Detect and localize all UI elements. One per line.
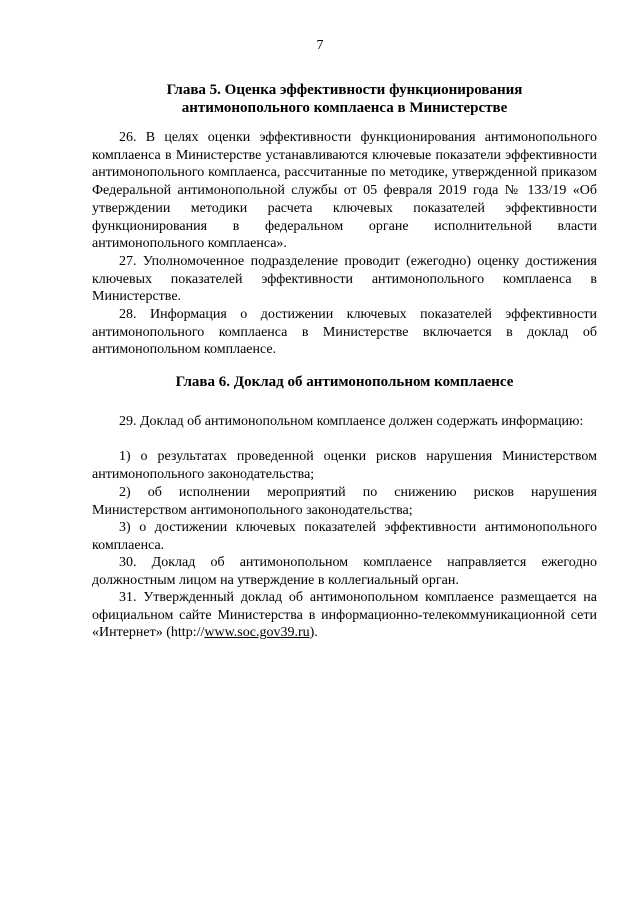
chapter-5-title-line-1: Глава 5. Оценка эффективности функционирования [166, 82, 523, 98]
page-number: 7 [316, 38, 324, 53]
paragraph-26: 26. В целях оценки эффективности функционирования антимонопольного комплаенса в Министерстве устанавливаются ключевые показатели эффективности антимонопольного комплаенса, рассчитанные по методике, утвержденной приказом Федеральной антимонопольной службы от 05 февраля 2019 года № 133/19 «Об утверждении методики расчета ключевых показателей эффективности функционирования в федеральном органе исполнительной власти антимонопольного комплаенса». [92, 130, 597, 252]
paragraph-31-text: 31. Утвержденный доклад об антимонопольном комплаенсе размещается на официальном сайте Министерства в информационно-телекоммуникационной сети «Интернет» (http:// [92, 590, 597, 641]
paragraph-30: 30. Доклад об антимонопольном комплаенсе направляется ежегодно должностным лицом на утверждение в коллегиальный орган. [92, 555, 597, 588]
chapter-5-title [92, 81, 597, 117]
chapter-6-title: Глава 6. Доклад об антимонопольном комплаенсе [175, 374, 514, 390]
paragraph-29-item-3: 3) о достижении ключевых показателей эффективности антимонопольного комплаенса. [92, 520, 597, 553]
paragraph-31-end: ). [309, 625, 318, 641]
paragraph-29-item-1: 1) о результатах проведенной оценки рисков нарушения Министерством антимонопольного законодательства; [92, 449, 597, 482]
paragraph-31 [92, 589, 597, 642]
ministry-website-link[interactable]: www.soc.gov39.ru [204, 625, 310, 641]
paragraph-29: 29. Доклад об антимонопольном комплаенсе должен содержать информацию: [119, 414, 584, 429]
paragraph-27: 27. Уполномоченное подразделение проводит (ежегодно) оценку достижения ключевых показателей эффективности антимонопольного комплаенса в Министерстве. [92, 254, 597, 305]
paragraph-29-item-2: 2) об исполнении мероприятий по снижению рисков нарушения Министерством антимонопольного законодательства; [92, 485, 597, 518]
chapter-5-title-line-2: антимонопольного комплаенса в Министерстве [181, 100, 508, 116]
paragraph-28: 28. Информация о достижении ключевых показателей эффективности антимонопольного комплаенса в Министерстве включается в доклад об антимонопольном комплаенсе. [92, 307, 597, 358]
